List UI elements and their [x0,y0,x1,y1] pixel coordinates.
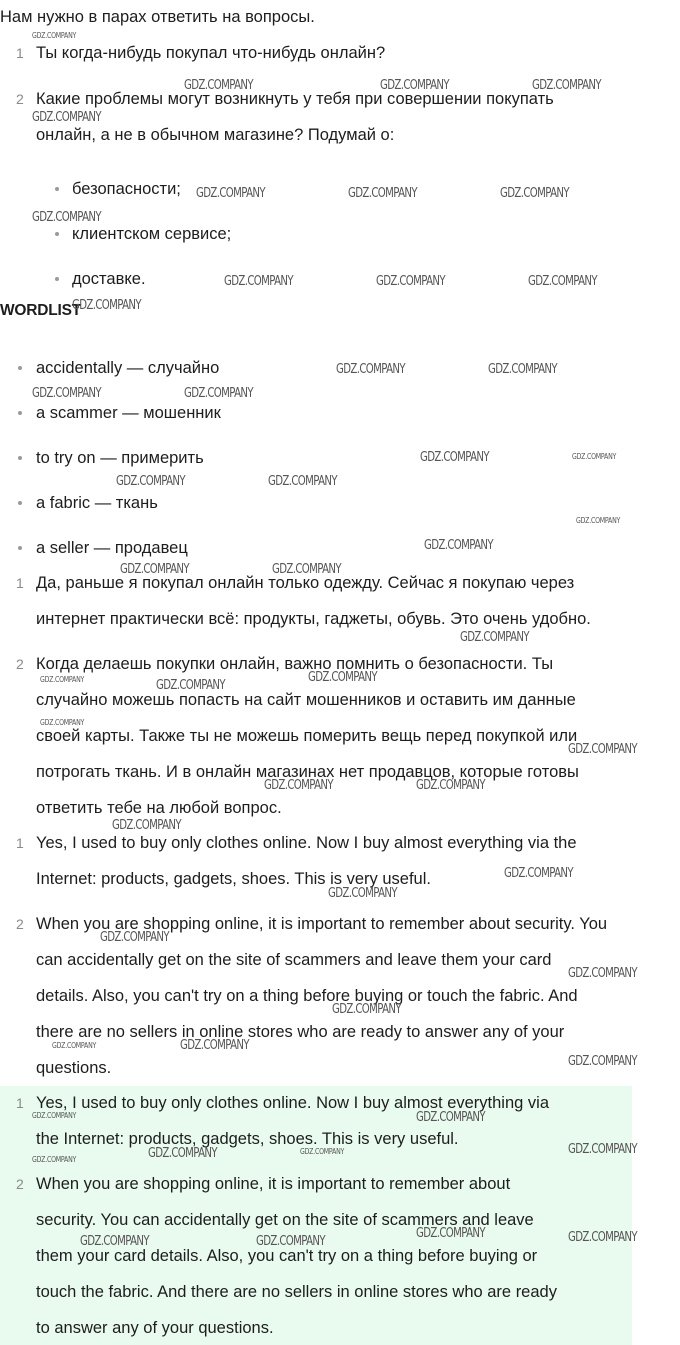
watermark: GDZ.COMPANY [568,1054,637,1069]
watermark: GDZ.COMPANY [120,562,189,577]
watermark: GDZ.COMPANY [156,678,225,693]
answer-line: Internet: products, gadgets, shoes. This is very useful. [36,870,431,888]
watermark: GDZ.COMPANY [148,1146,217,1161]
answer-number: 2 [16,916,24,932]
watermark: GDZ.COMPANY [532,78,601,93]
watermark: GDZ.COMPANY [504,866,573,881]
bullet-icon [55,277,59,281]
answer-number: 1 [16,575,24,591]
watermark: GDZ.COMPANY [40,675,85,684]
intro-text: Нам нужно в парах ответить на вопросы. [0,8,315,26]
watermark: GDZ.COMPANY [268,474,337,489]
answer-line: Yes, I used to buy only clothes online. Now I buy almost everything via the [36,834,577,852]
watermark: GDZ.COMPANY [336,362,405,377]
watermark: GDZ.COMPANY [272,562,341,577]
answer-line: своей карты. Также ты не можешь померить вещь перед покупкой или [36,727,578,745]
answer-line: интернет практически всё: продукты, гаджеты, обувь. Это очень удобно. [36,610,591,628]
watermark: GDZ.COMPANY [100,930,169,945]
answer-line: to answer any of your questions. [36,1319,274,1337]
answer-number: 2 [16,1176,24,1192]
watermark: GDZ.COMPANY [348,186,417,201]
question-number: 2 [16,91,24,107]
watermark: GDZ.COMPANY [32,210,101,225]
list-item: клиентском сервисе; [72,225,232,243]
bullet-icon [18,501,22,505]
bullet-icon [18,366,22,370]
watermark: GDZ.COMPANY [300,1147,345,1156]
answer-line: there are no sellers in online stores who are ready to answer any of your [36,1023,565,1041]
answer-line: потрогать ткань. И в онлайн магазинах нет продавцов, которые готовы [36,763,579,781]
answer-line: Да, раньше я покупал онлайн только одежду. Сейчас я покупаю через [36,574,575,592]
watermark: GDZ.COMPANY [264,778,333,793]
watermark: GDZ.COMPANY [332,1002,401,1017]
answer-number: 1 [16,835,24,851]
bullet-icon [55,187,59,191]
answer-line: Когда делаешь покупки онлайн, важно помнить о безопасности. Ты [36,655,554,673]
wordlist-item: to try on — примерить [36,449,204,467]
watermark: GDZ.COMPANY [576,516,621,525]
watermark: GDZ.COMPANY [376,274,445,289]
watermark: GDZ.COMPANY [224,274,293,289]
watermark: GDZ.COMPANY [528,274,597,289]
answer-number: 2 [16,656,24,672]
wordlist-item: accidentally — случайно [36,359,220,377]
answer-line: questions. [36,1059,112,1077]
watermark: GDZ.COMPANY [416,1110,485,1125]
answer-line: случайно можешь попасть на сайт мошенников и оставить им данные [36,691,576,709]
watermark: GDZ.COMPANY [380,78,449,93]
watermark: GDZ.COMPANY [196,186,265,201]
watermark: GDZ.COMPANY [460,630,529,645]
watermark: GDZ.COMPANY [256,1234,325,1249]
watermark: GDZ.COMPANY [32,110,101,125]
watermark: GDZ.COMPANY [52,1041,97,1050]
answer-line: security. You can accidentally get on the site of scammers and leave [36,1211,534,1229]
watermark: GDZ.COMPANY [40,718,85,727]
wordlist-item: a fabric — ткань [36,494,158,512]
watermark: GDZ.COMPANY [180,1038,249,1053]
question-number: 1 [16,45,24,61]
list-item: безопасности; [72,180,181,198]
answer-line: When you are shopping online, it is important to remember about security. You [36,915,608,933]
watermark: GDZ.COMPANY [424,538,493,553]
question-line: Какие проблемы могут возникнуть у тебя при совершении покупать [36,90,554,108]
answer-line: them your card details. Also, you can't try on a thing before buying or [36,1247,538,1265]
watermark: GDZ.COMPANY [32,1111,77,1120]
answer-line: touch the fabric. And there are no sellers in online stores who are ready [36,1283,557,1301]
list-item: доставке. [72,270,146,288]
watermark: GDZ.COMPANY [308,670,377,685]
bullet-icon [55,232,59,236]
watermark: GDZ.COMPANY [416,778,485,793]
watermark: GDZ.COMPANY [32,386,101,401]
answer-line: the Internet: products, gadgets, shoes. This is very useful. [36,1130,459,1148]
bullet-icon [18,456,22,460]
watermark: GDZ.COMPANY [572,452,617,461]
watermark: GDZ.COMPANY [32,31,77,40]
watermark: GDZ.COMPANY [488,362,557,377]
question-line: онлайн, а не в обычном магазине? Подумай о: [36,126,395,144]
watermark: GDZ.COMPANY [184,386,253,401]
answer-line: When you are shopping online, it is important to remember about [36,1175,511,1193]
wordlist-item: a seller — продавец [36,539,188,557]
watermark: GDZ.COMPANY [568,966,637,981]
watermark: GDZ.COMPANY [568,1230,637,1245]
watermark: GDZ.COMPANY [184,78,253,93]
watermark: GDZ.COMPANY [420,450,489,465]
watermark: GDZ.COMPANY [328,886,397,901]
watermark: GDZ.COMPANY [416,1226,485,1241]
watermark: GDZ.COMPANY [80,1234,149,1249]
watermark: GDZ.COMPANY [568,742,637,757]
answer-line: details. Also, you can't try on a thing before buying or touch the fabric. And [36,987,578,1005]
watermark: GDZ.COMPANY [32,1155,77,1164]
bullet-icon [18,546,22,550]
watermark: GDZ.COMPANY [112,818,181,833]
answer-line: ответить тебе на любой вопрос. [36,799,282,817]
wordlist-item: a scammer — мошенник [36,404,221,422]
answer-number: 1 [16,1095,24,1111]
wordlist-heading: WORDLIST [0,302,82,319]
bullet-icon [18,411,22,415]
question-line: Ты когда-нибудь покупал что-нибудь онлайн? [36,44,386,62]
answer-line: can accidentally get on the site of scammers and leave them your card [36,951,552,969]
answer-line: Yes, I used to buy only clothes online. Now I buy almost everything via [36,1094,550,1112]
watermark: GDZ.COMPANY [500,186,569,201]
watermark: GDZ.COMPANY [72,298,141,313]
watermark: GDZ.COMPANY [568,1142,637,1157]
watermark: GDZ.COMPANY [116,474,185,489]
